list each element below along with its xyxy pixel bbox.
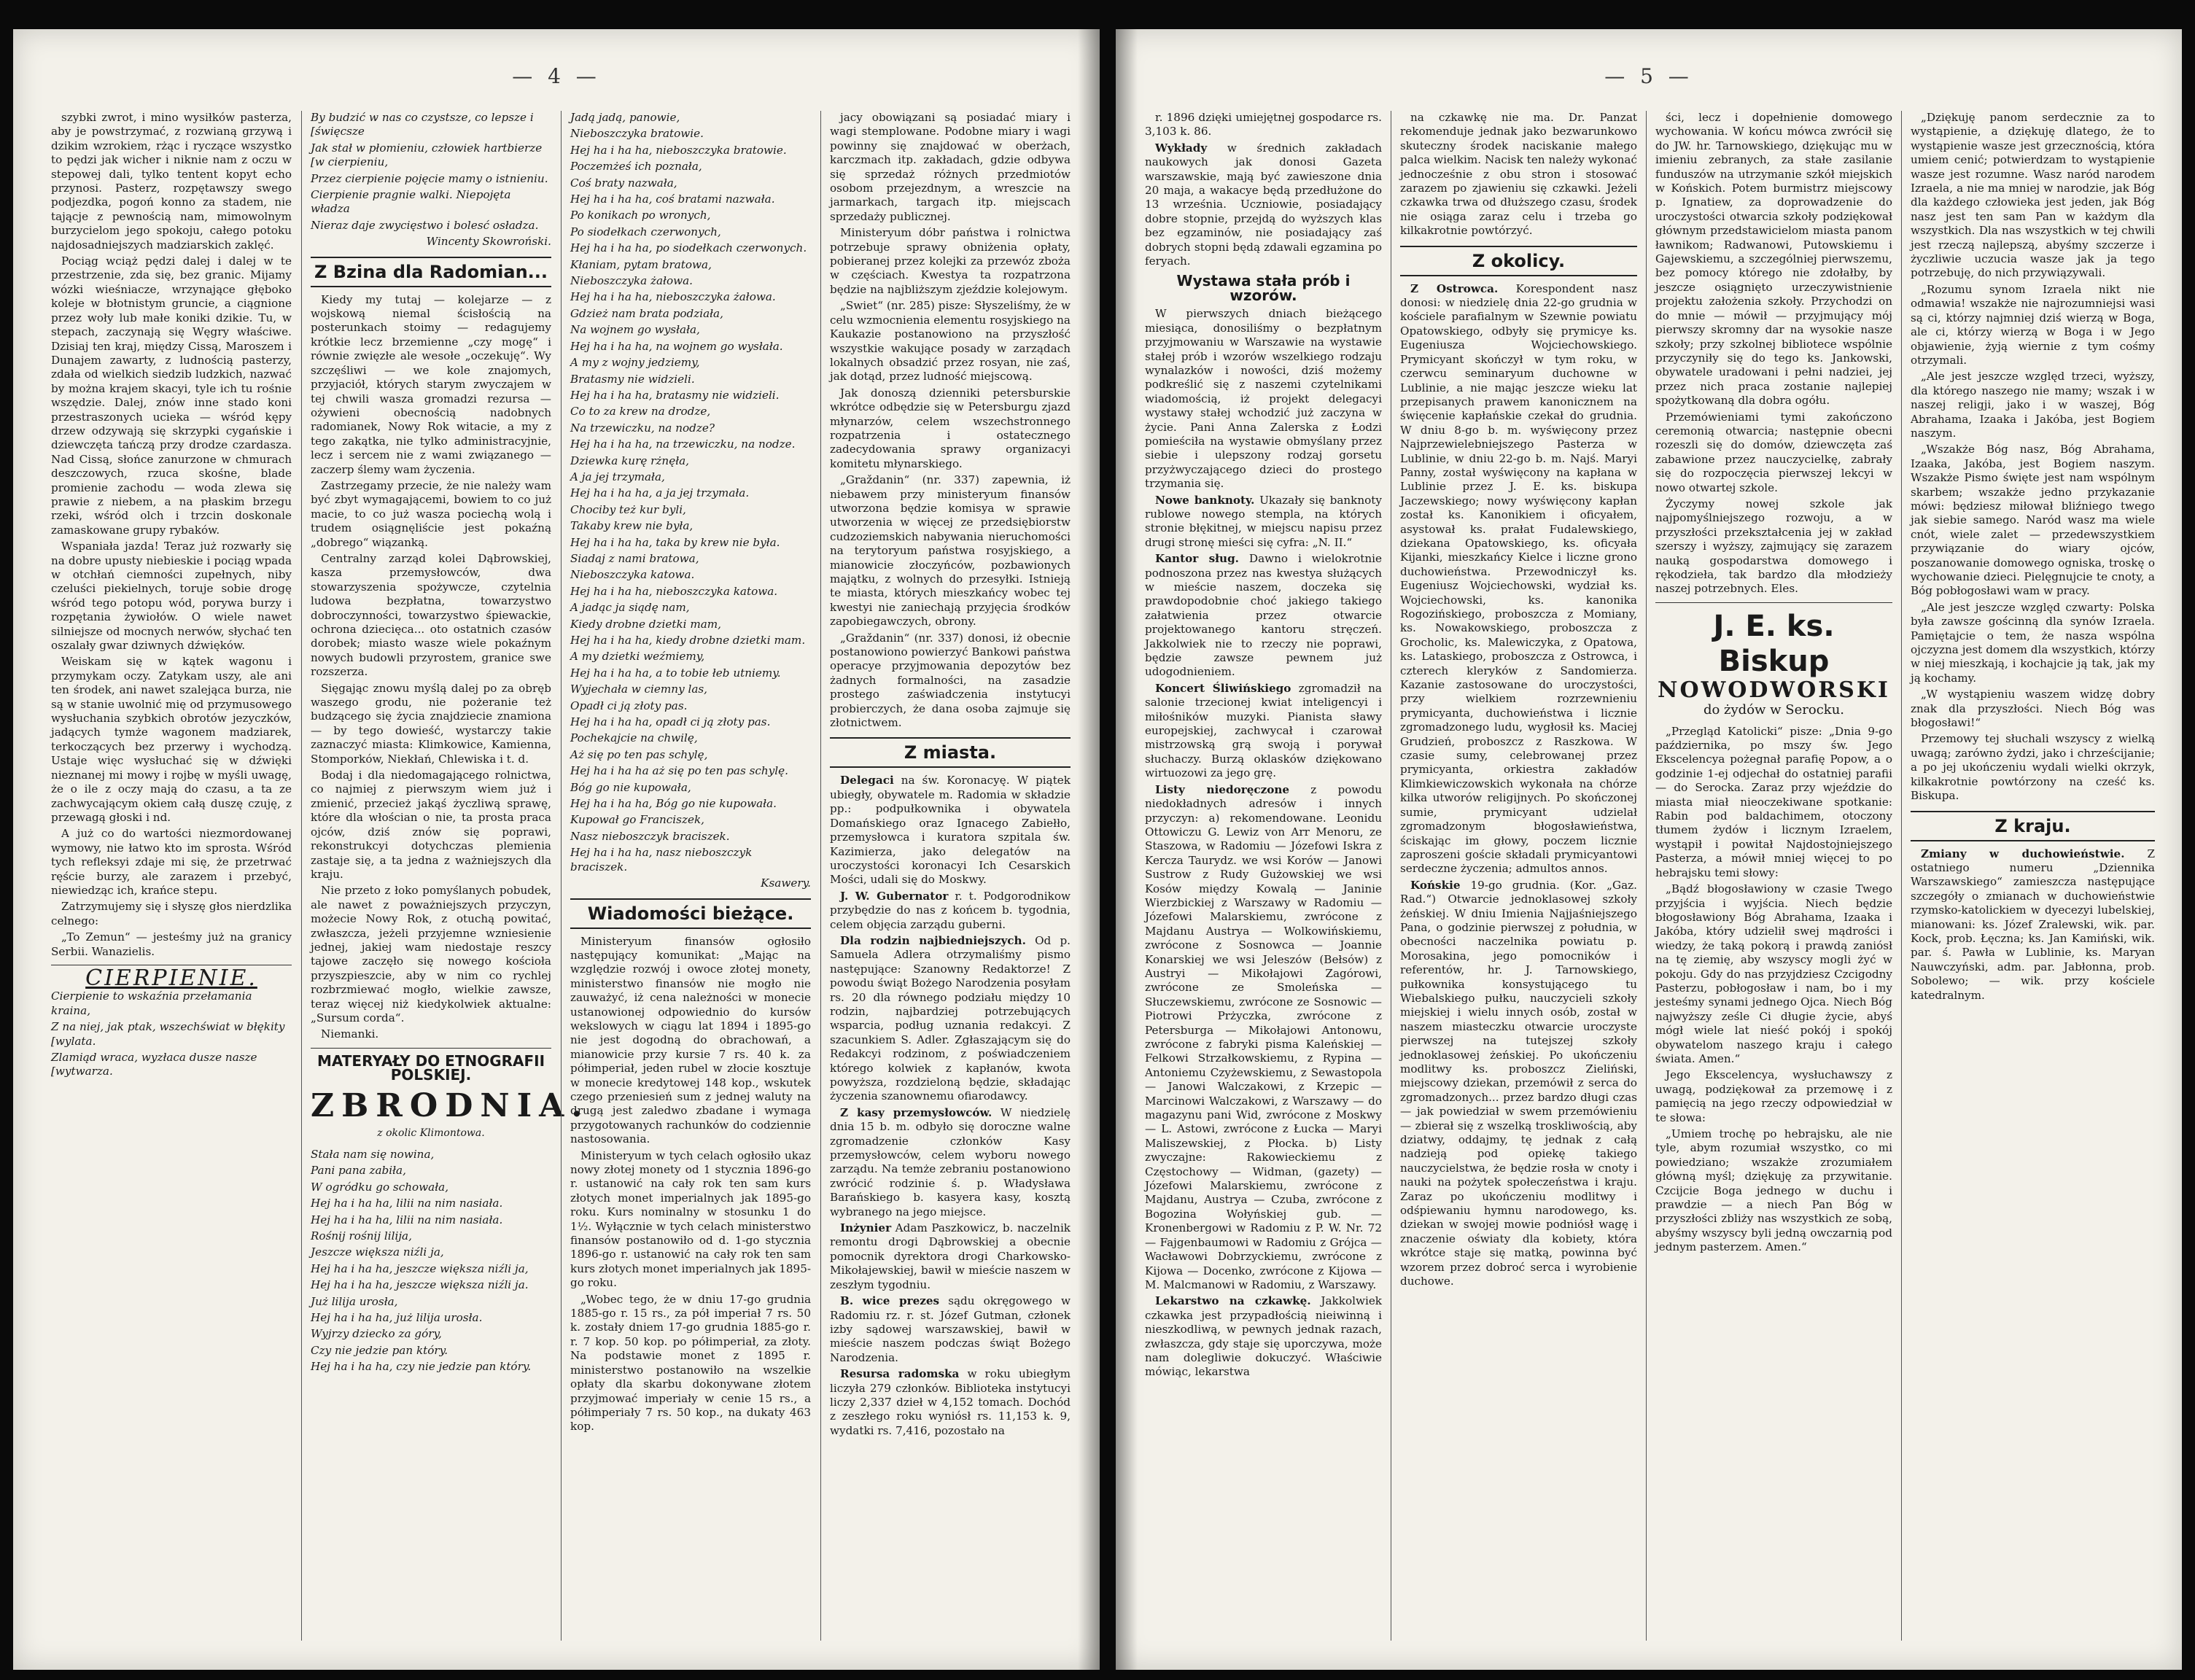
paragraph: Centralny zarząd kolei Dąbrowskiej, kasza przemysłowców, dwa stowarzyszenia spożywcze, czytelnia ludowa bezpłatna, towarzystwo dobroczynności, towarzystwo śpiewackie, ochrona dziecięca... oto ostatnich czasów dorobek; miasto wasze wiele pokaźnym nowych budowli przyrostem, granice swe rozszerza. xyxy=(311,551,551,679)
poem-line: Już lilija urosła, xyxy=(311,1294,398,1308)
poem-line: Dziewka kurę rżnęła, xyxy=(570,454,690,467)
paragraph: Nie przeto z łoko pomyślanych pobudek, ale nawet z poważniejszych przyczyn, możecie Nowy Rok, z otuchą powitać, zwłaszcza, jeżeli przyjemne wzniesienie jednej, jakiej wam niedostaje reszcy tajowe zaczęło się nowego kościoła przyszpieszcie, aby w nim co rychlej rozbrzmiewać mogło, wielkie zawsze, teraz więcej niż kiedykolwiek aktualne: „Sursum corda“. xyxy=(311,884,551,1024)
poem-line: Hej ha i ha ha, lilii na nim nasiała. xyxy=(311,1213,503,1226)
poem-line: Kłaniam, pytam bratowa, xyxy=(570,257,712,271)
left-page xyxy=(13,29,1100,1670)
poem-line: Po siodełkach czerwonych, xyxy=(570,225,721,238)
news-item-text: zgromadził na salonie trzecionej kwiat inteligencyi i miłośników muzyki. Pianista sławy europejskiej, zachwycał i czarował mistrzowską grą swoją i porywał słuchaczy. Burzą oklasków dziękowano wirtuozowi za jego grę. xyxy=(1145,681,1382,780)
poem-line: Na trzewiczku, na nodze? xyxy=(570,421,715,435)
paragraph: „Wobec tego, że w dniu 17-go grudnia 1885-go r. 15 rs., za pół imperiał 7 rs. 50 k. zostały dniem 17-go grudnia 1885-go r. r. 7 kop. 50 kop. po półimperiał, za złoty. Na podstawie monet z 1895 r. ministerstwo postanowiło na wszelkie opłaty dla skarbu dokonywane złotem przyjmować imperiały w cenie 15 rs., a półimperiały 7 rs. 50 kop., na dukaty 463 kop. xyxy=(570,1292,811,1434)
news-item-text: na św. Koronacyę. W piątek ubiegły, obywatele m. Radomia w składzie pp.: podpułkownika i obywatela Domańskiego oraz Ignacego Zabiełło, przemysłowca i kuratora szpitala św. Kazimierza, jako delegatów na uroczystości koronacyi Ich Cesarskich Mości, udali się do Moskwy. xyxy=(830,774,1071,887)
news-item-text: Od p. Samuela Adlera otrzymaliśmy pismo następujące: Szanowny Redaktorze! Z powodu świąt Bożego Narodzenia posyłam rs. 20 dla równego podziału między 10 rodzin, najbardziej potrzebujących wsparcia, podług uznania redakcyi. Z szacunkiem S. Adler. Zgłaszającym się do Redakcyi rodzinom, z poświadczeniem którego kolwiek z kapłanów, kwota powyższa, rozdzieloną będzie, składając życzenia szanownemu ofiarodawcy. xyxy=(830,933,1071,1103)
poem-line: Bóg go nie kupowała, xyxy=(570,780,691,794)
news-item-lead: Końskie xyxy=(1410,878,1461,892)
paragraph: „To Zemun“ — jesteśmy już na granicy Serbii. Wanazielis. xyxy=(51,930,292,958)
news-item xyxy=(1400,879,1637,1289)
section-title: CIERPIENIE. xyxy=(85,965,257,991)
poem-line: Wyjechała w ciemny las, xyxy=(570,682,708,696)
poem-line: A my dzietki weźmiemy, xyxy=(570,650,705,664)
news-item xyxy=(830,774,1071,887)
poem-line: Bratasmy nie widzieli. xyxy=(570,372,695,386)
paragraph: Zatrzymujemy się i słyszę głos nierdzlika celnego: xyxy=(51,900,292,928)
news-item xyxy=(1145,141,1382,269)
divider xyxy=(1655,602,1892,603)
news-item-text: w średnich zakładach naukowych jak donosi Gazeta warszawskie, mają być zawieszone dnia 20 maja, a wakacye będą przedłużone do 13 września. Uczniowie, posiadający dobre stopnie, przejdą do wyższych klas bez egzaminów, nie posiadający zaś dobrych stopni będą zdawali egzamina po feryach. xyxy=(1145,141,1383,268)
news-item-text: z powodu niedokładnych adresów i innych przyczyn: a) rekomendowane. Leonidu Ottowiczu G. Lewiz von Arr Menoru, ze Staszowa, w Radomiu — Józefowi Iskra z Kercza Taurydz. we wsi Korów — Janowi Sustrow z Rudy Gużowskiej we wsi Kosów między Kowalą — Janinie Wierzbickiej z Warszawy w Radomiu — Józefowi Malarskiemu, zwrócone z Majdanu Austrya — Wolkowińskiemu, zwrócone z Sosnowca — Joannie Konarskiej we wsi Jeleszów (Bełsów) z Austryi — Mikołajowi Zagórowi, zwrócone ze Smoleńska — Słuczewskiemu, zwrócone ze Sosnowic — Piotrowi Prżyczka, zwrócone z Petersburga — Mikołajowi Antonowu, zwrócone z fabryki pisma Kaleńskiej — Felkowi Strzałkowskiemu, z Rypina — Antoniemu Czyżewskiemu, z Sewastopola — Janowi Walczakowi, z Krzepic — Marcinowi Walczakowi, z Warszawy — do magazynu pani Wid, zwrócone z Moskwy — L. Astowi, zwrócone z Łucka — Maryi Maliszewskiej, z Płocka. b) Listy zwyczajne: Rakowieckiemu z Częstochowy — Widman, (gazety) — Józefowi Malarskiemu, zwrócone z Majdanu, Austrya — Czuba, zwrócone z Bogozina Wołyńskiej gub. — Kronenbergowi w Radomiu z P. W. Nr. 72 — Fajgenbaumowi w Radomiu z Grójca — Wacławowi Dobrzyckiemu, zwrócone z Kijowa — Docenko, zwrócone z Kijowa — M. Malcmanowi w Radomiu, z Warszawy. xyxy=(1145,782,1383,1291)
paragraph: Ministeryum dóbr państwa i rolnictwa potrzebuje sprawy obniżenia opłaty, pobieranej przez kolejki za przewóz zboża w częściach. Kwestya ta rozpatrzona będzie na najbliższym zjeździe kolejowym. xyxy=(830,226,1071,296)
paragraph: Niemanki. xyxy=(321,1027,379,1041)
news-item-lead: Delegaci xyxy=(840,774,894,788)
news-item xyxy=(830,890,1071,932)
section-title: MATERYAŁY DO ETNOGRAFII POLSKIEJ. xyxy=(316,1051,545,1084)
poem-line: Opadł ci ją złoty pas. xyxy=(570,699,688,712)
paragraph: Jego Ekscelencya, wysłuchawszy z uwagą, podziękował za przemowę i z pamięcią na jego rzeczy odpowiedział w te słowa: xyxy=(1655,1068,1892,1124)
paragraph: „Wszakże Bóg nasz, Bóg Abrahama, Izaaka, Jakóba, jest Bogiem naszym. Wszakże Pismo święte jest nam wspólnym skarbem; wszakże jedno przykazanie mówi: będziesz miłował bliźniego twego jak siebie samego. Naród wasz ma wiele cnót, wiele zalet — przedewszystkiem przywiązanie do wiary ojców, poszanowanie domowego ogniska, troskę o wychowanie dzieci. Pielęgnujcie te cnoty, a Bóg pobłogosławi wam w pracy. xyxy=(1911,443,2155,598)
poem-line: Hej ha i ha ha, nasz nieboszczyk braciszek. xyxy=(570,846,753,874)
page-gutter-shadow xyxy=(1116,29,1138,1670)
section-title: Z miasta. xyxy=(830,737,1071,768)
paragraph: Życzymy nowej szkole jak najpomyślniejszego rozwoju, a w przyszłości przekształcenia jej w zakład szerszy i wyższy, zajmujący się zarazem nauką gospodarstwa domowego i rękodzieła, tak bardzo dla młodzieży naszej potrzebnych. Eles. xyxy=(1655,497,1892,596)
news-item-lead: Inżynier xyxy=(840,1221,892,1235)
poem-line: Przez cierpienie pojęcie mamy o istnieniu. xyxy=(311,171,548,185)
poem-line: Nieboszczyka katowa. xyxy=(570,568,695,582)
news-item xyxy=(1145,494,1382,551)
paragraph: Ministeryum w tych celach ogłosiło ukaz nowy złotej monety od 1 stycznia 1896-go r. ustanowić na cały rok ten sam kurs złotych monet imperialnych jak 1895-go roku. Kurs nominalny w stosunku 1 do 1½. Wyłącznie w tych celach ministerstwo finansów postanowiło od d. 1-go stycznia 1896-go r. ustanowić na cały rok ten sam kurs złotych monet imperialnych jak 1895-go roku. xyxy=(570,1148,811,1290)
news-item-text: r. t. Podgorodnikow przybędzie do nas z końcem b. tygodnia, celem objęcia zarządu guberni. xyxy=(830,889,1071,931)
paragraph: ści, lecz i dopełnienie domowego wychowania. W końcu mówca zwrócił się do JW. hr. Tarnowskiego, dziękując mu w imieniu zebranych, za stałe zasilanie funduszów na utrzymanie szkół miejskich w Końskich. Potem burmistrz miejscowy p. Ignatiew, za doprowadzenie do uroczystości otwarcia szkoły podziękował głównym przedstawicielom miasta panom ławnikom; Radwanowi, Putowskiemu i Gajewskiemu, a szczególniej pierwszemu, bez pomocy którego nie zdołałby, by jeszcze osiągnięto urzeczywistnienie projektu założenia szkoły. Przychodzi on do mnie — mówił — przyjmujący mój pierwszy skromny dar na wysokie nasze szkoły; przy szkolnej bibliotece wspólnie przyczyniły się do tego ks. Jankowski, obywatele uradowani i pełni nadziei, jej przez nich praca zostanie najlepiej spożytkowaną dla dobra ogółu. xyxy=(1655,111,1892,408)
poem-line: Hej ha i ha ha, nieboszczyka katowa. xyxy=(570,584,778,598)
paragraph: Kiedy my tutaj — kolejarze — z wojskową niemal ścisłością na posterunkach stoimy — redagujemy krótkie lecz brzemienne „czy mogę“ i równie zwięzłe ale wesołe „oczekuję“. Wy szczęśliwi — we kole znajomych, przyjaciół, których starym zwyczajem w tej chwili wasza gromadzi rezursa — ożywieni obecnością nadobnych radomianek, Nowy Rok witacie, a my z tego zakątka, nie tylko administracyjnie, lecz i sercem nie z wami związanego — zaczerp ślemy wam życzenia. xyxy=(311,292,551,476)
news-item-lead: Wykłady xyxy=(1155,141,1208,155)
paragraph: Przemówieniami tymi zakończono ceremonią otwarcia; następnie obecni rozeszli się do domów, dziewczęta zaś zabawione przez nauczycielkę, zabrały się do rozpoczęcia pierwszej lekcyi w nowo otwartej szkole. xyxy=(1655,410,1892,494)
poem-line: Siadaj z nami bratowa, xyxy=(570,551,699,565)
news-item-text: Adam Paszkowicz, b. naczelnik remontu drogi Dąbrowskiej a obecnie pomocnik dyrektora drogi Charkowsko-Mikołajewskiej, bawił w mieście naszem w zeszłym tygodniu. xyxy=(830,1221,1071,1291)
poem-signature: Ksawery. xyxy=(761,876,811,890)
article-title-name: NOWODWORSKI xyxy=(1658,677,1890,703)
news-item-lead: J. W. Gubernator xyxy=(840,889,949,903)
paragraph: „Przegląd Katolicki“ pisze: „Dnia 9-go października, po mszy św. Jego Ekscelencya pożegnał parafię Popow, a o godzinie 1-ej odjechał do ostatniej parafii — do Serocka. Zaraz przy wjeździe do miasta miał nieoczekiwane spotkanie: Rabin pod baldachimem, otoczony tłumem żydów i licznym Izraelem, wystąpił i powitał Najdostojniejszego Pasterza, a mówił mniej więcej to po hebrajsku temi słowy: xyxy=(1655,724,1892,879)
poem-line: Zlamiąd wraca, wyzłaca dusze nasze [wytwarza. xyxy=(51,1051,257,1078)
paragraph: „Umiem trochę po hebrajsku, ale nie tyle, abym rozumiał wszystko, co mi powiedziano; wszakże zrozumiałem główną myśl; dziękuję za przywitanie. Czcijcie Boga jednego w duchu i prawdzie — a niech Pan Bóg w przyszłości zbliży nas wszystkich ze sobą, abyśmy wszyscy byli jedną owczarnią pod jednym pasterzem. Amen.“ xyxy=(1655,1127,1892,1254)
poem-line: Hej ha i ha ha, na trzewiczku, na nodze. xyxy=(570,438,796,451)
poem-line: Hej ha i ha ha, Bóg go nie kupowała. xyxy=(570,797,777,811)
paragraph: Sięgając znowu myślą dalej po za obręb waszego grodu, nie pożeranie też budzącego się życia znajdziecie znamiona — by tego dowieść, wystarczy takie zaznaczyć miasta: Klimkowice, Kamienna, Stomporków, Niekłań, Chlewiska i t. d. xyxy=(311,681,551,766)
left-column-2 xyxy=(311,111,590,1641)
news-item xyxy=(1911,847,2155,1003)
poem-line: Takaby krew nie była, xyxy=(570,519,694,533)
poem-line: Coś braty nazwała, xyxy=(570,176,677,190)
divider xyxy=(311,1048,551,1049)
paragraph: „Swiet“ (nr. 285) pisze: Słyszeliśmy, że w celu wzmocnienia elementu rosyjskiego na Kaukazie postanowiono na przyszłość wszystkie wakujące posady w zarządach lokalnych obsadzić przez rosyan, nie zaś, jak dotąd, przez ludność miejscową. xyxy=(830,299,1071,384)
paragraph: „Bądź błogosławiony w czasie Twego przyjścia i wyjścia. Niech będzie błogosławiony Bóg Abrahama, Izaaka i Jakóba, który udzielił swej mądrości i wiedzy, że taką pokorą i prawdą zaniósł na tę ziemię, aby wszyscy mogli żyć w pokoju. Gdy do nas przyjdziesz Czcigodny Pasterzu, pobłogosław i nam, bo i my jesteśmy synami jednego Ojca. Niech Bóg najwyższy ześle Ci długie życie, abyś mógł wiele lat nieść pokój i spokój obywatelom naszego kraju i całego świata. Amen.“ xyxy=(1655,882,1892,1065)
news-item-text: Jakkolwiek czkawka jest przypadłością nieiwinną i nieszkodliwą, w pewnych jednak razach, zwłaszcza, gdy staje się uporczywa, może nam dolegliwie dokuczyć. Właściwie mówiąc, lekarstwa xyxy=(1145,1294,1383,1379)
section-title: Z kraju. xyxy=(1911,811,2155,841)
news-item-text: Dawno i wielokrotnie podnoszona przez nas kwestya służących w mieście naszem, doczeka się prawdopodobnie choć jakiego takiego załatwienia przez otwarcie projektowanego kantoru stręczeń. Jakkolwiek nie to rzeczy nie poprawi, będzie zawsze pewnem już udogodnieniem. xyxy=(1145,552,1382,679)
news-item-lead: Koncert Śliwińskiego xyxy=(1155,681,1291,695)
paragraph: „Rozumu synom Izraela nikt nie odmawia! wszakże nie najrozumniejsi wasi są ci, którzy najmniej dziś wierzą w Boga, ale ci, którzy wierzą w Boga i w Jego objawienie, żyją wiernie z tym cośmy otrzymali. xyxy=(1911,282,2155,367)
poem-line: Po konikach po wronych, xyxy=(570,209,711,222)
article-subtitle: do żydów w Serocku. xyxy=(1703,702,1845,718)
section-title: Wiadomości bieżące. xyxy=(570,898,811,929)
poem-signature: Wincenty Skowroński. xyxy=(426,235,551,249)
news-item-text: w roku ubiegłym liczyła 279 członków. Biblioteka instytucyi liczy 2,337 dzieł w 4,152 tomach. Dochód z zeszłego roku wyniósł rs. 11,153 k. 9, wydatki rs. 7,416, pozostało na xyxy=(830,1367,1071,1437)
poem-line: Nieraz daje zwycięstwo i bolesć osładza. xyxy=(311,218,539,232)
paragraph: Ministeryum finansów ogłosiło następujący komunikat: „Mając na względzie rozwój i owoce złotej monety, ministerstwo finansów nie mogło nie zauważyć, iż cena należności w monecie ustanowionej odpowiednio do kursów wekslowych w ciągu lat 1894 i 1895-go nie jest dogodną do obrachowań, a mianowicie przy kursie 7 rs. 40 k. za półimperiał, jeden rubel w złocie kosztuje w monecie kredytowej 148 kop., wskutek czego przeniesień sum z jednej waluty na drugą jest zaledwo zbadane i wymaga przygotowanych rachunków do codziennie nastosowania. xyxy=(570,934,811,1146)
section-subtitle: z okolic Klimontowa. xyxy=(377,1127,485,1139)
poem-line: Hej ha i ha ha, na wojnem go wysłała. xyxy=(570,339,783,353)
news-item-lead: B. wice prezes xyxy=(840,1294,940,1308)
right-column-2 xyxy=(1400,111,1637,1641)
poem-line: A jadąc ja siądę nam, xyxy=(570,601,690,615)
paragraph: Przemowy tej słuchali wszyscy z wielką uwagą; zarówno żydzi, jako i chrześcijanie; a po jej ukończeniu wydali wielki okrzyk, kilkakrotnie powtórzony na cześć ks. Biskupa. xyxy=(1911,732,2155,803)
poem-line: Hej ha i ha ha, coś bratami nazwała. xyxy=(570,192,775,206)
section-big-title: ZBRODNIA. xyxy=(311,1086,590,1124)
poem-line: By budzić w nas co czystsze, co lepsze i [święcsze xyxy=(311,111,534,139)
poem-line: Hej ha i ha ha, kiedy drobne dzietki mam. xyxy=(570,634,806,647)
left-column-1 xyxy=(51,111,292,1641)
paragraph: Wspaniała jazda! Teraz już rozwarły się na dobre upusty niebieskie i pociąg wpada w otchłań ciemności zupełnych, niby czeluści piekielnych, toruje sobie drogę wśród tego potopu wód, porywa burzy i rozpętania żywiołów. O wiele nawet silniejsze od mocnych nerwów, słychać ten oszalały gwar dziwnych dźwięków. xyxy=(51,540,292,653)
poem-line: Pochekajcie na chwilę, xyxy=(570,731,698,745)
news-item-lead: Lekarstwo na czkawkę. xyxy=(1155,1294,1311,1308)
news-item-text: W niedzielę dnia 15 b. m. odbyło się doroczne walne zgromadzenie członków Kasy przemysłowców, celem wyboru nowego zarządu. Na temże zebraniu postanowiono zwrócić rodzinie ś. p. Władysława Barańskiego b. kasyera kasy, kosztą wybranego na jego miejsce. xyxy=(830,1105,1071,1218)
paragraph: „Graždanin“ (nr. 337) zapewnia, iż niebawem przy ministeryum finansów utworzona będzie komisya w sprawie utworzenia w więcej ze przedsiębiorstw cudzoziemskich nabywania nieruchomości na terytoryum państwa rosyjskiego, a mianowicie złoczyńców, pozbawionych majątku, z wolnych do przesyłki. Istnieją te miasta, których mieszkańcy wobec tej kwestyi nie zaniechają przyjęcia środków zapobiegawczych, obrony. xyxy=(830,473,1071,629)
paragraph: „Graždanin“ (nr. 337) donosi, iż obecnie postanowiono powierzyć Bankowi państwa operacye przyjmowania depozytów bez żadnych formalności, na zasadzie prostego zaświadczenia instytucyi probierczych, że dana osoba zajmuje się złotnictwem. xyxy=(830,631,1071,730)
right-page xyxy=(1116,29,2182,1670)
poem-line: Kupował go Franciszek, xyxy=(570,813,704,827)
poem-line: Hej ha i ha ha, opadł ci ją złoty pas. xyxy=(570,715,771,729)
poem-line: Jak stał w płomieniu, człowiek hartbierze [w cierpieniu, xyxy=(311,141,543,169)
poem-line: Pani pana zabiła, xyxy=(311,1164,406,1178)
section-title: Z okolicy. xyxy=(1400,246,1637,276)
right-column-3 xyxy=(1655,111,1892,1641)
column-divider xyxy=(301,111,302,1641)
poem-line: Co to za krew na drodze, xyxy=(570,405,711,419)
news-item xyxy=(830,1106,1071,1219)
paragraph: Jak donoszą dzienniki petersburskie wkrótce odbędzie się w Petersburgu zjazd młynarzów, celem wszechstronnego rozpatrzenia i ostatecznego zadecydowania sprawy organizacyi komitetu młynarskiego. xyxy=(830,386,1071,470)
news-item-lead: Resursa radomska xyxy=(840,1367,960,1381)
paragraph: jacy obowiązani są posiadać miary i wagi stemplowane. Podobne miary i wagi powinny się znajdować w oberżach, karczmach itp. zakładach, gdzie odbywa się sprzedaż różnych przedmiotów osobom przejezdnym, a wreszcie na jarmarkach, targach itp. miejscach sprzedaży publicznej. xyxy=(830,111,1071,223)
right-column-4 xyxy=(1911,111,2155,1641)
poem-line: Hej ha i ha ha, już lilija urosła. xyxy=(311,1311,483,1325)
news-item-lead: Dla rodzin najbiedniejszych. xyxy=(840,933,1026,947)
poem-line: Jadą jadą, panowie, xyxy=(570,111,680,124)
poem-line: Hej ha i ha ha, nieboszczyka bratowie. xyxy=(570,143,787,157)
poem-line: Chociby też kur byli, xyxy=(570,502,686,516)
poem-line: Hej ha i ha ha, taka by krew nie była. xyxy=(570,535,780,549)
news-item-text: Korespondent nasz donosi: w niedzielę dnia 22-go grudnia w kościele parafialnym w Szewnie powiatu Opatowskiego, odbyły się prymicye ks. Eugeniusza Wojciechowskiego. Prymicyant skończył w tym roku, w czerwcu seminaryum duchowne w Lublinie, a nie mając jeszcze wieku lat przepisanych prawem kanonicznem na święcenie kapłańskie czekał do grudnia. W dniu 8-go b. m. wyświęcony przez Najprzewielebniejszego Pasterza w Lublinie, w dniu 22-go b. m. Najś. Maryi Panny, został wyświęcony na kapłana w Lublinie przez J. E. ks. biskupa Jaczewskiego; nowy wyświęcony kapłan został ks. Kanonikiem i oficyałem, asystował ks. prałat Fudalewskiego, dziekana Opatowskiego, ks. oficyała Kijanki, mieszkańcy Kielce i liczne grono duchowieństwa. Przewodniczył ks. Eugeniusz Wojciechowski, wydział ks. Wojciechowski, ks. kanonika Rogozińskiego, proboszcza z Momiany, ks. Nowakowskiego, proboszcza z Grocholic, ks. Malewiczyka, z Opatowa, ks. Lataskiego, proboszcza z Ostrowca, i czterech kleryków z Sandomierza. Kazanie zastosowane do uroczystości, przy wielkiem rozrzewnieniu prymicyanta, duchowieństwa i licznie zgromadzonego ludu, wygłosił ks. Maciej Grudzień, proboszcz z Raszkowa. W czasie sumy, celebrowanej przez prymicyanta, orkiestra zakładów Klimkiewiczowskich wykonała na chórze kilka utworów religijnych. Po skończonej sumie, prymicyant udzielał zgromadzonym błogosławieństwa, ściskając im głowy, poczem licznie zaproszeni goście składali prymicyantowi serdeczne życzenia; admultos annos. xyxy=(1400,281,1637,876)
paragraph: „Ale jest jeszcze względ czwarty: Polska była zawsze gościnną dla synów Izraela. Pamiętajcie o tem, że nasza wspólna ojczyzna jest domem dla wszystkich, którzy w niej mieszkają, i kochajcie ją tak, jak my ją kochamy. xyxy=(1911,600,2155,685)
poem-line: Gdzież nam brata podziała, xyxy=(570,306,723,320)
poem-line: Aż się po ten pas schylę, xyxy=(570,747,708,761)
column-divider xyxy=(561,111,562,1641)
news-item-lead: Zmiany w duchowieństwie. xyxy=(1921,847,2125,860)
poem-line: Hej ha i ha ha, czy nie jedzie pan który. xyxy=(311,1360,532,1374)
poem-line: Stała nam się nowina, xyxy=(311,1148,435,1161)
section-title: Z Bzina dla Radomian... xyxy=(311,257,551,287)
news-item-lead: Kantor sług. xyxy=(1155,552,1239,566)
paragraph: r. 1896 dzięki umiejętnej gospodarce rs. 3,103 k. 86. xyxy=(1145,111,1382,139)
left-column-3 xyxy=(570,111,811,1641)
poem-line: Cierpienie to wskaźnia przełamania kraina, xyxy=(51,989,252,1017)
poem-line: Nieboszczyka żałowa. xyxy=(570,274,693,288)
poem-line: Hej ha i ha ha aż się po ten pas schylę. xyxy=(570,764,788,778)
column-divider xyxy=(1901,111,1902,1641)
poem-line: Nieboszczyka bratowie. xyxy=(570,127,704,141)
right-column-1 xyxy=(1145,111,1382,1641)
section-title: Wystawa stała prób i wzorów. xyxy=(1176,272,1351,304)
poem-line: Rośnij rośnij lilija, xyxy=(311,1229,412,1243)
news-item-lead: Z Ostrowca. xyxy=(1410,281,1499,295)
news-item-text: Z ostatniego numeru „Dziennika Warszawskiego“ zamieszcza następujące szczegóły o zmianach w duchowieństwie rzymsko-katolickiem w dyecezyi lubelskiej, mianowani: ks. Józef Zralewski, wik. par. Kock, prob. Łęczna; ks. Jan Kamiński, wik. par. ś. Pawła w Lublinie, ks. Maryan Nauwczyński, adm. par. Jabłonna, prob. Sobolewo; — wik. przy kościele katedralnym. xyxy=(1911,847,2155,1002)
news-item-lead: Nowe banknoty. xyxy=(1155,493,1255,507)
poem-line: Poczemżeś ich poznała, xyxy=(570,160,702,174)
poem-line: Hej ha i ha ha, lilii na nim nasiała. xyxy=(311,1197,503,1210)
poem-line: Hej ha i ha ha, bratasmy nie widzieli. xyxy=(570,388,780,402)
poem-line: Hej ha i ha ha, a ja jej trzymała. xyxy=(570,486,750,500)
poem-line: Czy nie jedzie pan który. xyxy=(311,1343,448,1357)
column-divider xyxy=(820,111,821,1641)
poem-line: Hej ha i ha ha, po siodełkach czerwonych. xyxy=(570,241,807,255)
poem-line: Hej ha i ha ha, jeszcze większa niźli ja, xyxy=(311,1261,529,1275)
news-item xyxy=(1145,783,1382,1293)
news-item xyxy=(1400,282,1637,876)
poem-line: Hej ha i ha ha, a to tobie łeb utniemy. xyxy=(570,666,781,680)
paragraph: Weiskam się w kątek wagonu i przymykam oczy. Zatykam uszy, ale ani ten środek, ani nawet szalejąca burza, nie są w stanie uwolnić mię od przymusowego wysłuchania szybkich obrotów jezyczków, jadących tymże wagonem madziarek, terkoczących bez przerwy i wychodzą. Ustaje więc wysłuchać się w dźwięki nieznanej mi mowy i rojbę w myśli uwagę, że o ile z oczy mają do czasu, a ta ze zachwycającym okiem całą duszę czuję, z przewagą głoski i nd. xyxy=(51,655,292,824)
news-item-lead: Z kasy przemysłowców. xyxy=(840,1105,992,1119)
page-number-left: — 4 — xyxy=(512,64,601,88)
poem-line: Wyjrzy dziecko za góry, xyxy=(311,1327,442,1341)
paragraph: „W wystąpieniu waszem widzę dobry znak dla przyszłości. Niech Bóg was błogosławi!“ xyxy=(1911,688,2155,730)
poem-line: Cierpienie pragnie walki. Niepojęta władza xyxy=(311,188,511,216)
poem-line: A ja jej trzymała, xyxy=(570,470,665,483)
paragraph: Pociąg wciąż pędzi dalej i dalej w te przestrzenie, zda się, bez granic. Mijamy wózki wieśniacze, wrzynające głęboko koleje w błotnistym gruncie, a ciągnione przez woły lub małe koniki dzikie. Tu, w stepach, zaczynają się Węgry właściwe. Dzisiaj ten kraj, między Cissą, Maroszem i Dunajem zawarty, z ludnością pasterzy, zdała od wielkich siedzib ludzkich, nazwać by można krajem skacyi, tyle ich tu rośnie wszędzie. Dalej, znów inne stado koni przestraszonych ucieka — wśród kępy drzew odzywają się skrzypki cygańskie i dziewczęta tańczą przy drodze czardasza. Nad Cissą, słońce zanurzone w chmurach deszczowych, rzuca skośne, blade promienie zachodu — woda zlewa się prawie z niebem, a na płaskim brzegu rzeki, wśród olch i trzcin doskonale zamaskowane grupy rybaków. xyxy=(51,254,292,537)
paragraph: Bodaj i dla niedomagającego rolnictwa, co najmiej z pierwszym wiem już i zmienić, przecież jakąś życzliwą sprawę, które dla włościan o nie, ta prosta praca ojców, dziś znów się poprawi, rekonstrukcyi dotychczas plemienia zastaje się, a ta jedna z ważniejszych dla kraju. xyxy=(311,769,551,881)
news-item xyxy=(1145,682,1382,781)
paragraph: „Dziękuję panom serdecznie za to wystąpienie, a dziękuję dlatego, że to wystąpienie wasze jest grzecznością, która umiem cenić; potwierdzam to wystąpienie wasze jest rozumne. Wasz naród narodem Izraela, a nie ma mniej w narodzie, jak Bóg dla każdego człowieka jest jeden, jak Bóg nasz jest ten sam Pan w każdym dla wszystkich. Dla nas wszystkich w tej chwili jest rzeczą najlepszą, abyśmy szczerze i życzliwie uczucia wasze jak ja tego potrzebuję, do nich przywiązywali. xyxy=(1911,111,2155,280)
news-item xyxy=(1145,1294,1382,1379)
paragraph: szybki zwrot, i mino wysiłków pasterza, aby je powstrzymać, z rozwianą grzywą i dzikim wzrokiem, rżąc i ryczące wszystko to pędzi jak wicher i niknie nam z oczu w stepowej dali, tylko tentent kopyt echo przynosi. Pasterz, rozpętawszy swego podjezdka, pogoń konno za stadem, nie tającje z pewnością nam, mimowolnym burzycielom jego spokoju, całego potoku najdosadniejszych madziarskich zaklęć. xyxy=(51,111,292,252)
news-item-text: Ukazały się banknoty rublowe nowego stempla, na których stronie błękitnej, w miejscu napisu przez drugi stronę mieści się cyfra: „N. II.“ xyxy=(1145,493,1382,549)
page-gutter-shadow xyxy=(1078,29,1100,1670)
column-divider xyxy=(1646,111,1647,1641)
poem-line: Na wojnem go wysłała, xyxy=(570,323,700,337)
article-title: J. E. ks. Biskup xyxy=(1713,609,1835,678)
poem-line: Nasz nieboszczyk braciszek. xyxy=(570,829,730,843)
news-item-text: sądu okręgowego w Radomiu rz. r. st. Józef Gutman, członek izby sądowej warszawskiej, bawił w mieście naszem podczas świąt Bożego Narodzenia. xyxy=(830,1294,1071,1364)
poem-line: Hej ha i ha ha, nieboszczyka żałowa. xyxy=(570,290,776,304)
news-item xyxy=(830,1221,1071,1292)
poem-line: Kiedy drobne dzietki mam, xyxy=(570,617,722,631)
news-item xyxy=(830,1294,1071,1365)
page-number-right: — 5 — xyxy=(1604,64,1693,88)
paragraph: „Ale jest jeszcze względ trzeci, wyższy, dla którego naszego nie mamy; wszak i w naszej religji, jako i w waszej, Bóg Abrahama, Izaaka i Jakóba, jest Bogiem naszym. xyxy=(1911,370,2155,440)
left-column-4 xyxy=(830,111,1071,1641)
news-item xyxy=(830,1367,1071,1438)
poem-line: Jeszcze większa niźli ja, xyxy=(311,1245,444,1259)
poem-line: W ogródku go schowała, xyxy=(311,1180,449,1194)
paragraph: Zastrzegamy przecie, że nie należy wam być zbyt wymagającemi, bowiem to co już macie, to co już wasza pociechą wolą i trudem osiągnęliście jest pokaźną „dobrego“ wiązanką. xyxy=(311,478,551,549)
paragraph: A już co do wartości niezmordowanej wymowy, nie łatwo kto im sprosta. Wśród tych refleksyi zdaje mi się, że przetrwać ręście burzy, ale zarazem i przebyć, niewiedząc ich, krańce stepu. xyxy=(51,827,292,897)
paragraph: na czkawkę nie ma. Dr. Panzat rekomenduje jednak jako bezwarunkowo skuteczny środek naciskanie małego palca wielkim. Nacisk ten należy wykonać jednocześnie z obu stron i stosować zarazem po zjawieniu się czkawki. Jeżeli czkawka trwa od dłuższego czasu, środek nie osiąga zaraz celu i trzeba go kilkakrotnie powtórzyć. xyxy=(1400,111,1637,238)
news-item xyxy=(830,934,1071,1104)
paragraph: W pierwszych dniach bieżącego miesiąca, donosiliśmy o bezpłatnym przyjmowaniu w Warszawie na wystawie stałej prób i wzorów wszelkiego rodzaju wynalazków i nowości, dziś możemy podkreślić się z naszemi czytelnikami wiadomością, iż projekt delegacyi wystawy stałej wchodzić już zaczyna w życie. Pani Anna Zalerska z Łodzi pomieściła na wystawie obmyślany przez siebie i ulepszony rodzaj gorsetu przyżwyczającego dzieci do prostego trzymania się. xyxy=(1145,307,1382,491)
poem-line: Z na niej, jak ptak, wszechświat w błękity [wylata. xyxy=(51,1020,285,1048)
news-item-lead: Listy niedoręczone xyxy=(1155,782,1290,796)
news-item-text: 19-go grudnia. (Kor. „Gaz. Rad.“) Otwarcie jednoklasowej szkoły żeńskiej. W dniu Imienia Najjaśniejszego Pana, o godzinie pierwszej z południa, w obecności naczelnika powiatu p. Morosakina, jego pomocników i referentów, hr. J. Tarnowskiego, pułkownika konsystującego tu Wiebalskiego pułku, nauczycieli szkoły miejskiej i wielu innych osób, został w naszem miasteczku otwarcie uroczyste pierwszej na tutejszej szkoły jednoklasowej żeńskiej. Po ukończeniu modlitwy ks. proboszcz Zieliński, miejscowy dziekan, przemówił z serca do zgromadzonych... przez bardzo długi czas — jak powiedział w swem przemówieniu — zbierał się z wszelką troskliwością, aby dziatwy, oddajmy, tę jednak z całą nadzieją pod opiekę takiego nauczycielstwa, że będzie rosła w cnoty i nauki na pożytek społeczeństwa i kraju. Zaraz po ukończeniu modlitwy i odśpiewaniu hymnu narodowego, ks. dziekan w swojej mowie podniósł wagę i znaczenie oświaty dla kobiety, która wkrótce staje się matką, powinna być wzorem przez dobroć serca i wyrobienie duchowe. xyxy=(1400,878,1637,1288)
news-item xyxy=(1145,552,1382,680)
poem-line: Hej ha i ha ha, jeszcze większa niźli ja. xyxy=(311,1278,529,1292)
poem-line: A my z wojny jedziemy, xyxy=(570,356,700,370)
